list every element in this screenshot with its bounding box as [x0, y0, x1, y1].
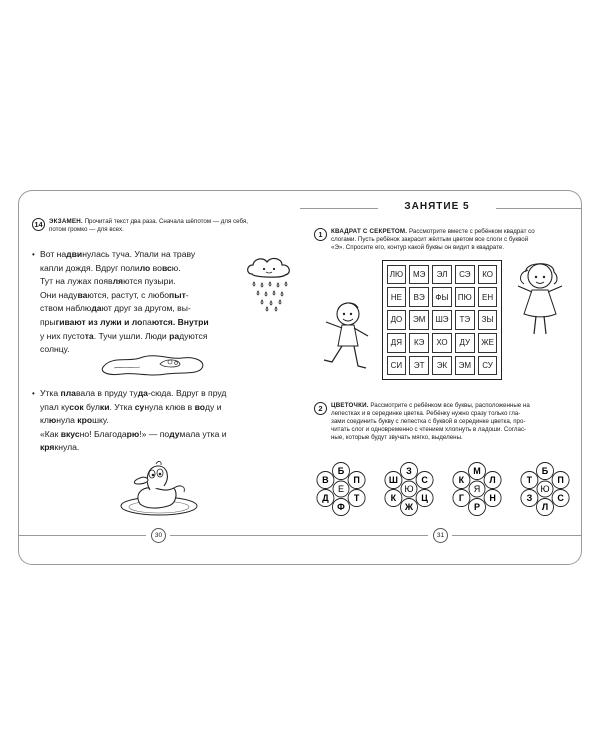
text-segment: мала утка и: [179, 428, 227, 439]
title-rule: [496, 208, 582, 209]
petal-letter: Т: [526, 475, 533, 486]
reading-line: [40, 302, 209, 316]
syllable-cell: ЕН: [478, 287, 498, 307]
petal-letter: С: [557, 493, 564, 504]
exam-task-header: [32, 218, 294, 234]
left-page: [18, 190, 300, 565]
task-text-line: зами соединить букву с лепестка с буквой в серединке цветка, про-: [331, 418, 526, 425]
syllable-cell: ТЭ: [455, 310, 475, 330]
syllable-cell: ЗЫ: [478, 310, 498, 330]
text-segment: Утка: [40, 388, 61, 398]
highlighted-syllable: вкус: [60, 428, 80, 439]
syllable-cell: СЭ: [455, 265, 475, 285]
reading-line: [40, 275, 209, 289]
text-segment: ю.: [171, 262, 181, 273]
syllable-cell: ШЭ: [432, 310, 452, 330]
text-segment: ду и: [205, 401, 222, 412]
secret-square-instructions: [331, 228, 535, 252]
page-number-right: 31: [433, 528, 448, 543]
highlighted-syllable: ля: [112, 276, 124, 287]
syllable-cell: КО: [478, 265, 498, 285]
petal-letter: Ш: [388, 475, 398, 486]
highlighted-syllable: ло: [139, 262, 151, 273]
bullet-icon: •: [32, 389, 35, 398]
task-text-line: ные, которые будут звучать мягко, выделены.: [331, 434, 463, 441]
petal-letter: Г: [458, 493, 464, 504]
flowers-instructions: [331, 402, 530, 442]
task-title: ЭКЗАМЕН.: [49, 218, 83, 225]
petal-letter: П: [353, 475, 360, 486]
petal-letter: В: [322, 475, 329, 486]
highlighted-syllable: ки: [99, 401, 110, 412]
text-segment: кл: [40, 415, 49, 426]
text-segment: нула клюв в: [144, 401, 195, 412]
task-title: КВАДРАТ С СЕКРЕТОМ.: [331, 228, 408, 235]
reading-line: [40, 330, 209, 344]
text-segment: -сюда. Вдруг в пруд: [147, 388, 227, 398]
flower-petal: [484, 472, 501, 489]
syllable-cell: СИ: [387, 356, 407, 376]
lesson-title: ЗАНЯТИЕ 5: [382, 201, 492, 215]
rain-cloud-illustration: [244, 256, 296, 312]
text-segment: па: [142, 316, 152, 327]
petal-letter: Д: [322, 493, 329, 504]
text-segment: капли дождя. Вдруг поли: [40, 262, 140, 273]
highlighted-syllable: во: [194, 401, 206, 412]
highlighted-syllable: пыт: [169, 289, 186, 300]
flower-petal: [317, 490, 334, 507]
petal-letter: С: [421, 475, 428, 486]
text-segment: бул: [83, 401, 100, 412]
right-page: [300, 190, 582, 565]
task-text-line: «Э». Спросите его, контур какой буквы он видит в квадрате.: [331, 244, 505, 251]
flower-petal: [385, 490, 402, 507]
page-number-rule: [300, 535, 428, 536]
task-text-line: слогами. Пусть ребёнок закрасит жёлтым цветом все слоги с буквой: [331, 236, 529, 243]
text-segment: дуются: [179, 330, 208, 341]
flower-petal: [521, 472, 538, 489]
text-segment: Они наду: [40, 289, 78, 300]
syllable-cell: НЕ: [387, 287, 407, 307]
duck-illustration: [114, 458, 204, 520]
page-number-rule: [452, 535, 582, 536]
syllable-cell: ЛЮ: [387, 265, 407, 285]
title-rule: [300, 208, 378, 209]
syllable-cell: ЭМ: [409, 310, 429, 330]
task-number-badge: 14: [32, 218, 45, 231]
syllable-cell: ЭМ: [455, 356, 475, 376]
flower-center: [469, 481, 485, 497]
girl-illustration: [512, 260, 568, 340]
center-letter: Я: [473, 484, 481, 495]
flower: [312, 458, 370, 520]
syllable-cell: ЖЕ: [478, 333, 498, 353]
text-segment: !» — по: [139, 428, 170, 439]
syllable-cell: СУ: [478, 356, 498, 376]
reading-line: [40, 387, 227, 401]
highlighted-syllable: ю: [48, 415, 57, 426]
petal-letter: Б: [541, 466, 549, 477]
text-segment: . Утка: [109, 401, 135, 412]
flower-petal: [416, 490, 433, 507]
task-number-badge: 2: [314, 402, 327, 415]
highlighted-syllable: вс: [161, 262, 172, 273]
reading-text-rain: [32, 248, 222, 357]
highlighted-syllable: дви: [66, 249, 83, 259]
highlighted-syllable: гивают из лужи и ло: [55, 316, 143, 327]
syllable-cell: ХО: [432, 333, 452, 353]
text-segment: ются, растут, с любо: [87, 289, 170, 300]
text-segment: у них пусто: [40, 330, 85, 341]
text-segment: Вот на: [40, 249, 67, 259]
text-segment: кнула.: [54, 442, 80, 453]
flower-petal: [385, 472, 402, 489]
highlighted-syllable: кря: [40, 442, 55, 453]
text-segment: нула: [56, 415, 78, 426]
reading-line: [40, 289, 209, 303]
flower-petal: [401, 499, 418, 516]
petal-letter: З: [526, 493, 533, 504]
syllable-cell: ЭК: [432, 356, 452, 376]
flower: [516, 458, 574, 520]
flower-petal: [401, 463, 418, 480]
flower: [380, 458, 438, 520]
petal-letter: К: [390, 493, 397, 504]
syllable-cell: ФЫ: [432, 287, 452, 307]
flower-petal: [552, 472, 569, 489]
task-text-line: читать слог и одновременно с чтением хлопнуть в ладоши. Соглас-: [331, 426, 527, 433]
task-text-line: Прочитай текст два раза. Сначала шёпотом — для себя,: [84, 218, 248, 225]
reading-paragraph: [32, 387, 294, 455]
text-segment: «Как: [40, 428, 61, 439]
petal-letter: П: [557, 475, 564, 486]
petal-letter: К: [458, 475, 465, 486]
task-text-line: потом громко — для всех.: [49, 226, 124, 233]
syllable-cell: ПЮ: [455, 287, 475, 307]
syllable-cell: ЭТ: [409, 356, 429, 376]
exam-task-instructions: [49, 218, 248, 234]
petal-letter: Б: [337, 466, 345, 477]
text-segment: ством наблю: [40, 303, 92, 314]
flower-petal: [552, 490, 569, 507]
petal-letter: Ж: [404, 502, 414, 513]
flower-petal: [333, 499, 350, 516]
flower-petal: [537, 463, 554, 480]
syllable-cell: МЭ: [409, 265, 429, 285]
reading-paragraph: [32, 248, 222, 357]
flower-center: [537, 481, 553, 497]
reading-line: [40, 262, 209, 276]
petal-letter: Ц: [421, 493, 428, 504]
petal-letter: Р: [473, 502, 481, 513]
syllable-cell: ДЯ: [387, 333, 407, 353]
flower: [448, 458, 506, 520]
petal-letter: З: [406, 466, 412, 477]
flowers-task-header: [314, 402, 576, 442]
highlighted-syllable: пла: [60, 388, 76, 398]
highlighted-syllable: кро: [77, 415, 93, 426]
task-text-line: Рассмотрите вместе с ребёнком квадрат со: [408, 228, 535, 235]
text-segment: пры: [40, 316, 56, 327]
petal-letter: Н: [489, 493, 496, 504]
task-title: ЦВЕТОЧКИ.: [331, 402, 369, 409]
page-number-rule: [18, 535, 146, 536]
flower-petal: [469, 499, 486, 516]
highlighted-syllable: ва: [77, 289, 88, 300]
highlighted-syllable: ются. Внутри: [151, 316, 209, 327]
flower-center: [333, 481, 349, 497]
petal-letter: Т: [353, 493, 360, 504]
petal-letter: Л: [489, 475, 496, 486]
text-segment: шку.: [92, 415, 109, 426]
highlighted-syllable: ду: [169, 428, 180, 439]
reading-line: [40, 316, 209, 330]
syllable-cell: ВЭ: [409, 287, 429, 307]
flower-petal: [348, 490, 365, 507]
highlighted-syllable: та: [84, 330, 94, 341]
syllable-cell: ДО: [387, 310, 407, 330]
flower-petal: [453, 490, 470, 507]
text-segment: солнцу.: [40, 344, 70, 355]
text-segment: . Тучи ушли. Люди: [93, 330, 170, 341]
flower-petal: [317, 472, 334, 489]
reading-line: [40, 414, 227, 428]
text-segment: -: [185, 289, 189, 300]
secret-square-task-header: [314, 228, 576, 252]
text-segment: упал ку: [40, 401, 70, 412]
text-segment: во: [150, 262, 162, 273]
center-letter: Ю: [540, 484, 550, 495]
syllable-cell: ДУ: [455, 333, 475, 353]
highlighted-syllable: сок: [69, 401, 84, 412]
flower-petal: [348, 472, 365, 489]
bullet-icon: •: [32, 250, 35, 259]
flower-petal: [537, 499, 554, 516]
text-segment: ют друг за другом, вы-: [101, 303, 191, 314]
flower-petal: [453, 472, 470, 489]
flower-petal: [484, 490, 501, 507]
petal-letter: М: [473, 466, 481, 477]
page-number-left: 30: [151, 528, 166, 543]
center-letter: Е: [337, 484, 345, 495]
highlighted-syllable: рю: [126, 428, 140, 439]
text-segment: вала в пруду ту: [75, 388, 138, 398]
reading-line: [40, 401, 227, 415]
reading-line: [40, 248, 209, 262]
page-number-rule: [170, 535, 300, 536]
flower-petal: [333, 463, 350, 480]
task-text-line: Рассмотрите с ребёнком все буквы, расположенные на: [370, 402, 530, 409]
text-segment: но! Благода: [79, 428, 127, 439]
reading-text-duck: [32, 387, 294, 455]
highlighted-syllable: да: [137, 388, 148, 398]
highlighted-syllable: да: [91, 303, 102, 314]
puddle-illustration: [100, 350, 210, 380]
text-segment: ются пузыри.: [123, 276, 176, 287]
boy-illustration: [318, 300, 372, 376]
flower-petal: [416, 472, 433, 489]
flower-petal: [469, 463, 486, 480]
petal-letter: Ф: [337, 502, 345, 513]
flower-petal: [521, 490, 538, 507]
flower-center: [401, 481, 417, 497]
syllable-square: [382, 260, 502, 380]
highlighted-syllable: ра: [169, 330, 180, 341]
highlighted-syllable: су: [134, 401, 145, 412]
syllable-cell: КЭ: [409, 333, 429, 353]
petal-letter: Л: [541, 502, 549, 513]
task-text-line: лепестках и в серединке цветка. Ребёнку нужно сразу только гла-: [331, 410, 521, 417]
center-letter: Ю: [404, 484, 414, 495]
task-number-badge: 1: [314, 228, 327, 241]
text-segment: нулась туча. Упали на траву: [82, 249, 196, 259]
text-segment: Тут на лужах появ: [40, 276, 113, 287]
reading-line: [40, 428, 227, 442]
reading-line: [40, 441, 227, 455]
syllable-cell: ЭЛ: [432, 265, 452, 285]
